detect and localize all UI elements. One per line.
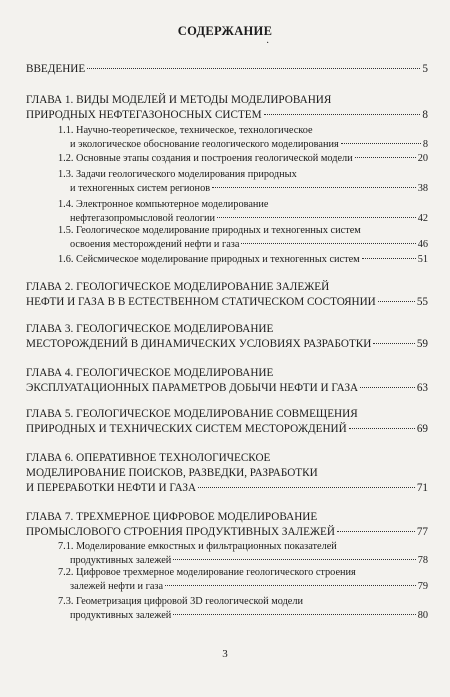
toc-entry xyxy=(26,451,428,496)
dot-leader xyxy=(165,585,416,586)
toc-entry-text: ГЛАВА 3. ГЕОЛОГИЧЕСКОЕ МОДЕЛИРОВАНИЕ xyxy=(26,323,274,335)
dot-leader xyxy=(173,614,415,615)
toc-entry xyxy=(26,366,428,396)
toc-entry-text: ВВЕДЕНИЕ xyxy=(26,63,86,75)
toc-entry-text: продуктивных залежей xyxy=(70,554,172,566)
toc-entry-text: МЕСТОРОЖДЕНИЙ В ДИНАМИЧЕСКИХ УСЛОВИЯХ РАЗРАБОТКИ xyxy=(26,338,372,350)
toc-entry xyxy=(58,540,428,567)
toc-entry-text: и техногенных систем регионов xyxy=(70,182,211,194)
toc-entry xyxy=(26,280,428,310)
toc-entry-text: залежей нефти и газа xyxy=(70,580,164,592)
toc-entry-text: 7.1. Моделирование емкостных и фильтрационных показателей xyxy=(58,541,337,552)
dot-leader xyxy=(212,187,416,188)
toc-entry-text: ГЛАВА 1. ВИДЫ МОДЕЛЕЙ И МЕТОДЫ МОДЕЛИРОВАНИЯ xyxy=(26,94,332,106)
toc-entry-text: ГЛАВА 5. ГЕОЛОГИЧЕСКОЕ МОДЕЛИРОВАНИЕ СОВМЕЩЕНИЯ xyxy=(26,408,358,420)
toc-page-number: 8 xyxy=(422,138,428,150)
dot-leader xyxy=(198,487,415,488)
toc-entry xyxy=(26,62,428,77)
dot-leader xyxy=(87,68,420,69)
toc-entry xyxy=(58,124,428,151)
toc-page-number: 59 xyxy=(416,338,428,350)
dot-leader xyxy=(241,243,415,244)
toc-entry-text: 1.4. Электронное компьютерное моделирование xyxy=(58,199,269,210)
dot-leader xyxy=(337,531,415,532)
toc-entry-text: нефтегазопромысловой геологии xyxy=(70,212,216,224)
toc-entry-text: ГЛАВА 6. ОПЕРАТИВНОЕ ТЕХНОЛОГИЧЕСКОЕ xyxy=(26,452,271,464)
dot-leader xyxy=(349,428,415,429)
dot-leader xyxy=(355,157,416,158)
toc-page-number: 71 xyxy=(416,482,428,494)
dot-leader xyxy=(360,387,415,388)
toc-entry xyxy=(26,407,428,437)
toc-page-number: 77 xyxy=(416,526,428,538)
toc-entry-text: ЭКСПЛУАТАЦИОННЫХ ПАРАМЕТРОВ ДОБЫЧИ НЕФТИ И ГАЗА xyxy=(26,382,359,394)
toc-entry-text: 1.1. Научно-теоретическое, техническое, технологическое xyxy=(58,125,313,136)
toc-page-number: 8 xyxy=(422,109,428,121)
toc-entry-text: ГЛАВА 7. ТРЕХМЕРНОЕ ЦИФРОВОЕ МОДЕЛИРОВАНИЕ xyxy=(26,511,318,523)
toc-entry xyxy=(26,322,428,352)
toc-entry-text: продуктивных залежей xyxy=(70,609,172,621)
toc-page-number: 79 xyxy=(417,580,428,592)
toc-entry xyxy=(58,224,428,251)
page-number: 3 xyxy=(222,648,228,660)
toc-page-number: 46 xyxy=(417,238,428,250)
toc-page-number: 63 xyxy=(416,382,428,394)
toc-entry xyxy=(58,595,428,622)
toc-entry-text: 7.2. Цифровое трехмерное моделирование геологического строения xyxy=(58,567,356,578)
toc-page-number: 5 xyxy=(422,63,428,75)
dot-leader xyxy=(378,301,415,302)
toc-page-number: 69 xyxy=(416,423,428,435)
toc-entry xyxy=(58,152,428,166)
dot-leader xyxy=(373,343,414,344)
toc-entry-text: ГЛАВА 4. ГЕОЛОГИЧЕСКОЕ МОДЕЛИРОВАНИЕ xyxy=(26,367,274,379)
toc-entry-text: 1.2. Основные этапы создания и построения геологической модели xyxy=(58,153,353,164)
dot-leader xyxy=(341,143,421,144)
toc-page-number: 55 xyxy=(416,296,428,308)
toc-entry-text: и экологическое обоснование геологического моделирования xyxy=(70,138,339,150)
toc-entry-text: МОДЕЛИРОВАНИЕ ПОИСКОВ, РАЗВЕДКИ, РАЗРАБОТКИ xyxy=(26,467,318,479)
toc-page-number: 20 xyxy=(417,153,428,164)
dot-leader xyxy=(173,559,415,560)
toc-entry xyxy=(58,198,428,225)
toc-entry-text: НЕФТИ И ГАЗА В В ЕСТЕСТВЕННОМ СТАТИЧЕСКОМ СОСТОЯНИИ xyxy=(26,296,376,308)
toc-entry-text: ПРИРОДНЫХ И ТЕХНИЧЕСКИХ СИСТЕМ МЕСТОРОЖДЕНИЙ xyxy=(26,423,347,435)
dot-leader xyxy=(217,217,416,218)
toc-entry-text: 1.5. Геологическое моделирование природных и техногенных систем xyxy=(58,225,361,236)
toc-page-number: 38 xyxy=(417,182,428,194)
toc-entry xyxy=(58,566,428,593)
toc-entry-text: ПРИРОДНЫХ НЕФТЕГАЗОНОСНЫХ СИСТЕМ xyxy=(26,109,262,121)
toc-entry xyxy=(58,253,428,267)
toc-page-number: 51 xyxy=(417,254,428,265)
toc-page-number: 42 xyxy=(417,212,428,224)
toc-entry-text: 1.3. Задачи геологического моделирования природных xyxy=(58,169,297,180)
toc-page-number: 78 xyxy=(417,554,428,566)
toc-page-number: 80 xyxy=(417,609,428,621)
toc-entry-text: ПРОМЫСЛОВОГО СТРОЕНИЯ ПРОДУКТИВНЫХ ЗАЛЕЖЕЙ xyxy=(26,526,335,538)
dot-leader xyxy=(362,258,416,259)
toc-entry xyxy=(26,93,428,123)
toc-entry-text: освоения месторождений нефти и газа xyxy=(70,238,240,250)
toc-entry-text: ГЛАВА 2. ГЕОЛОГИЧЕСКОЕ МОДЕЛИРОВАНИЕ ЗАЛЕЖЕЙ xyxy=(26,281,330,293)
decorative-dot: · xyxy=(266,38,270,49)
toc-entry-text: 7.3. Геометризация цифровой 3D геологической модели xyxy=(58,596,304,607)
toc-entry xyxy=(58,168,428,195)
toc-entry-text: И ПЕРЕРАБОТКИ НЕФТИ И ГАЗА xyxy=(26,482,197,494)
dot-leader xyxy=(264,114,421,115)
toc-entry-text: 1.6. Сейсмическое моделирование природных и техногенных систем xyxy=(58,254,360,265)
page-title: СОДЕРЖАНИЕ xyxy=(177,24,273,38)
toc-entry xyxy=(26,510,428,540)
